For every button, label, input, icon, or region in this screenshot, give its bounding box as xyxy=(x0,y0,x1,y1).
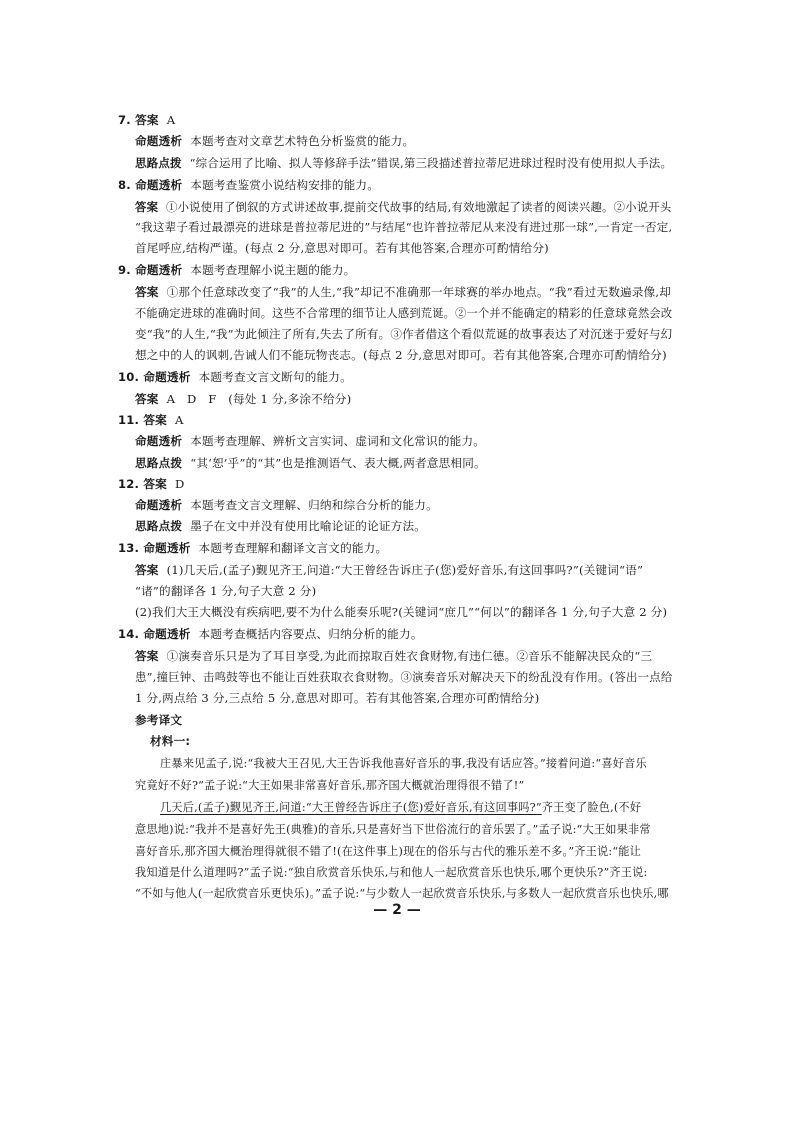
translation-line-2: 究竟好不好?”孟子说:“大王如果非常喜好音乐,那齐国大概就治理得很不错了!” xyxy=(135,779,525,792)
q14-analysis: 14. 命题透析 本题考查概括内容要点、归纳分析的能力。 xyxy=(118,627,423,641)
q12-analysis: 命题透析 本题考查文言文理解、归纳和综合分析的能力。 xyxy=(135,498,438,512)
q14-answer-line2: 患”,撞巨钟、击鸣鼓等也不能让百姓获取衣食财物。③演奏音乐对解决天下的纷乱没有作用。(答出一点给 xyxy=(135,670,673,684)
translation-line-1: 庄暴来见孟子,说:“我被大王召见,大王告诉我他喜好音乐的事,我没有话应答。”接着问道:“喜好音乐 xyxy=(160,757,647,770)
translation-line-4: 意思地)说:“我并不是喜好先王(典雅)的音乐,只是喜好当下世俗流行的音乐罢了。”孟子说:“大王如果非常 xyxy=(135,823,651,836)
q8-answer-line2: “我这辈子看过最漂亮的进球是普拉蒂尼进的”与结尾“也许普拉蒂尼从来没有进过那一球”,一肯定一否定, xyxy=(135,220,673,234)
q10-analysis: 10. 命题透析 本题考查文言文断句的能力。 xyxy=(118,370,352,384)
translation-line-7: “不如与他人(一起欣赏音乐更快乐)。”孟子说:“与少数人一起欣赏音乐快乐,与多数人一起欣赏音乐也快乐,哪 xyxy=(135,887,669,900)
q14-answer: 答案 ①演奏音乐只是为了耳目享受,为此而掠取百姓衣食财物,有违仁德。②音乐不能解决民众的“三 xyxy=(135,649,653,663)
q9-answer-line4: 想之中的人的讽刺,告诫人们不能玩物丧志。(每点 2 分,意思对即可。若有其他答案,合理亦可酌情给分) xyxy=(135,348,667,362)
q10-answer: 答案 A D F (每处 1 分,多涂不给分) xyxy=(135,392,352,406)
page-number: — 2 — xyxy=(373,902,421,918)
q11-answer: 11. 答案 A xyxy=(118,413,184,427)
q13-analysis: 13. 命题透析 本题考查理解和翻译文言文的能力。 xyxy=(118,541,388,555)
q13-answer: 答案 (1)几天后,(孟子)觐见齐王,问道:“大王曾经告诉庄子(您)爱好音乐,有这回事吗?”(关键词“语” xyxy=(135,563,644,577)
q13-answer-line2: “诸”的翻译各 1 分,句子大意 2 分) xyxy=(135,584,317,598)
q8-analysis: 8. 命题透析 本题考查鉴赏小说结构安排的能力。 xyxy=(118,178,379,192)
translation-line-6: 我知道是什么道理吗?”孟子说:“独自欣赏音乐快乐,与和他人一起欣赏音乐也快乐,哪个更快乐?”齐王说: xyxy=(135,866,648,879)
q7-answer: 7. 答案 A xyxy=(118,113,176,127)
q7-analysis: 命题透析 本题考查对文章艺术特色分析鉴赏的能力。 xyxy=(135,134,415,148)
q11-analysis: 命题透析 本题考查理解、辨析文言实词、虚词和文化常识的能力。 xyxy=(135,434,486,448)
q9-answer: 答案 ①那个任意球改变了“我”的人生,“我”却记不准确那一年球赛的举办地点。“我”看过无数遍录像,却 xyxy=(135,285,672,299)
q8-answer: 答案 ①小说使用了倒叙的方式讲述故事,提前交代故事的结局,有效地激起了读者的阅读兴趣。②小说开头 xyxy=(135,200,672,214)
q12-hint: 思路点拨 墨子在文中并没有使用比喻论证的论证方法。 xyxy=(135,519,427,533)
q12-answer: 12. 答案 D xyxy=(118,477,185,491)
q9-analysis: 9. 命题透析 本题考查理解小说主题的能力。 xyxy=(118,263,356,277)
q13-answer-line3: (2)我们大王大概没有疾病吧,要不为什么能奏乐呢?(关键词“庶几”“何以”的翻译各 1 分,句子大意 2 分) xyxy=(135,605,668,619)
material-one-heading: 材料一: xyxy=(150,734,191,748)
q14-answer-line3: 1 分,两点给 3 分,三点给 5 分,意思对即可。若有其他答案,合理亦可酌情给分) xyxy=(135,691,540,705)
q9-answer-line3: 变“我”的人生,“我”为此倾注了所有,失去了所有。③作者借这个看似荒诞的故事表达了对沉迷于爱好与幻 xyxy=(135,327,673,341)
q9-answer-line2: 不能确定进球的准确时间。这些不合常理的细节让人感到荒诞。②一个并不能确定的精彩的任意球竟然会改 xyxy=(135,306,673,320)
underlined-passage: 几天后,(孟子)觐见齐王,问道:“大王曾经告诉庄子(您)爱好音乐,有这回事吗?” xyxy=(160,801,542,814)
reference-translation-heading: 参考译文 xyxy=(135,713,183,727)
translation-line-3: 几天后,(孟子)觐见齐王,问道:“大王曾经告诉庄子(您)爱好音乐,有这回事吗?”齐王变了脸色,(不好 xyxy=(160,801,642,814)
q8-answer-line3: 首尾呼应,结构严谨。(每点 2 分,意思对即可。若有其他答案,合理亦可酌情给分) xyxy=(135,241,549,255)
q11-hint: 思路点拨 “其‘恕’乎”的“其”也是推测语气、表大概,两者意思相同。 xyxy=(135,456,486,470)
q7-hint: 思路点拨 “综合运用了比喻、拟人等修辞手法”错误,第三段描述普拉蒂尼进球过程时没有使用拟人手法。 xyxy=(135,156,673,170)
translation-line-5: 喜好音乐,那齐国大概治理得就很不错了!(在这件事上)现在的俗乐与古代的雅乐差不多。”齐王说:“能让 xyxy=(135,845,642,858)
